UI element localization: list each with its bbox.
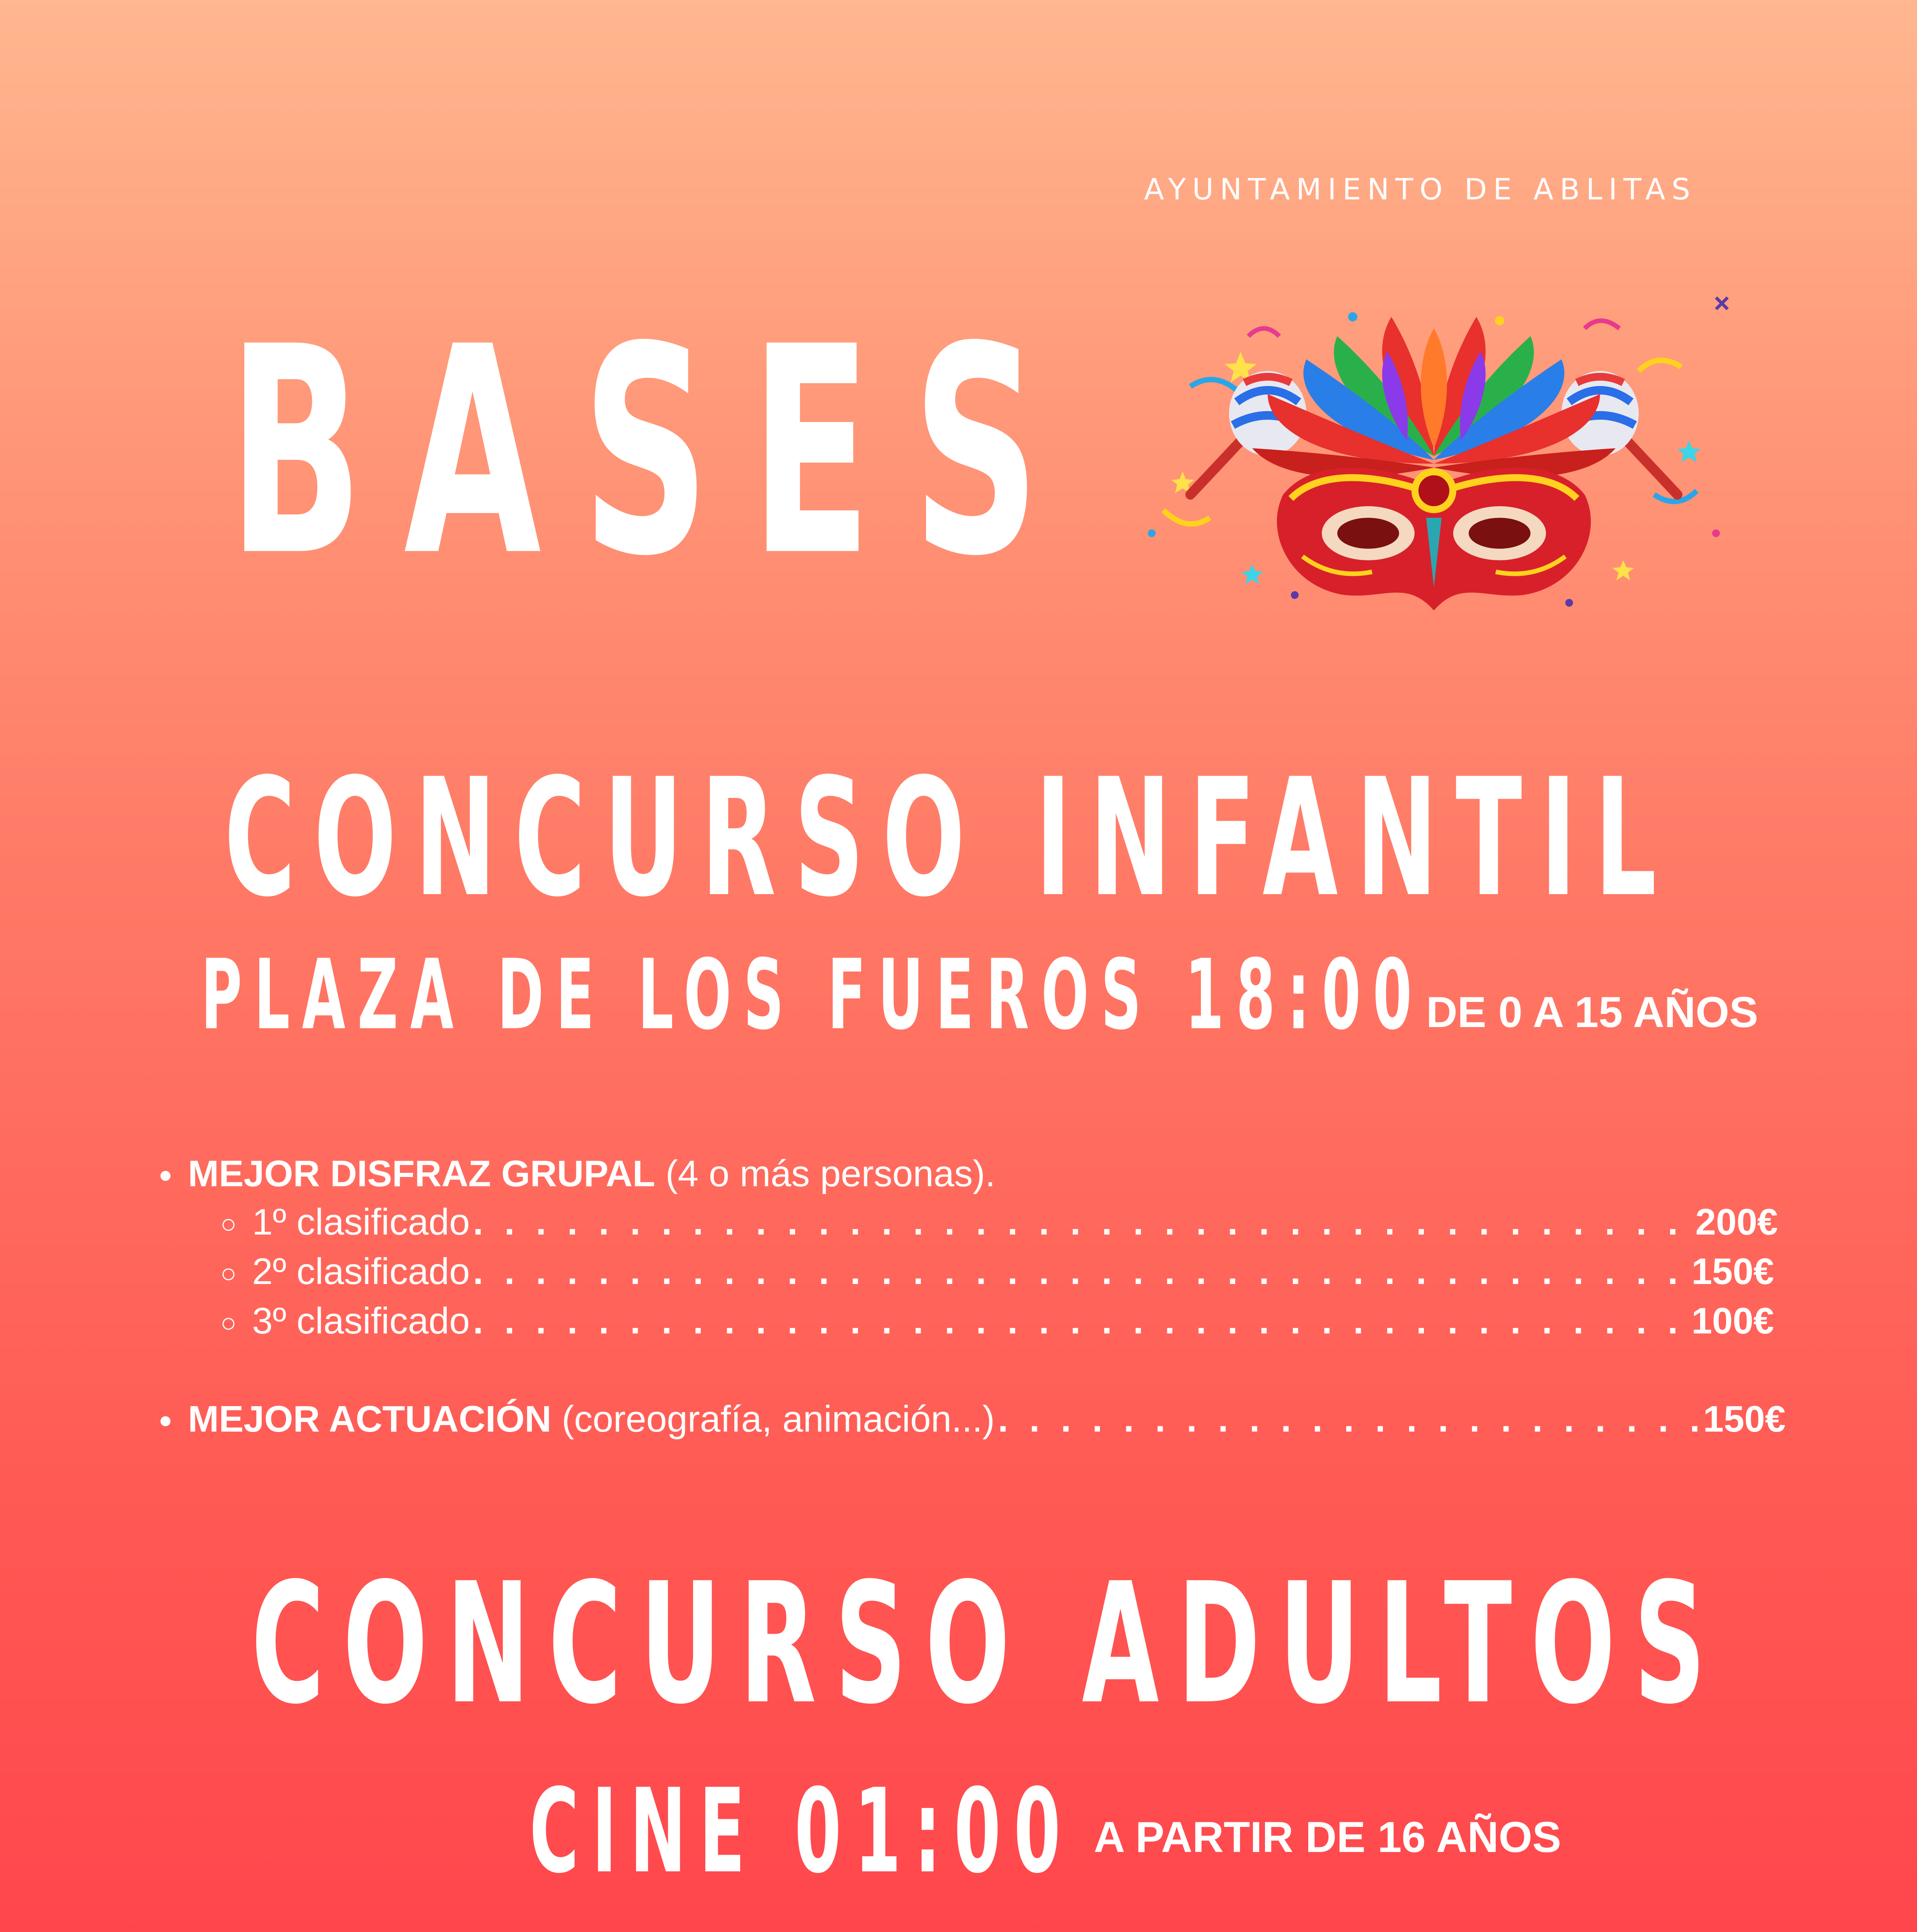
organization-name: AYUNTAMIENTO DE ABLITAS (1144, 172, 1697, 206)
leader-dots (473, 1251, 1689, 1292)
prize-category: MEJOR ACTUACIÓN (188, 1398, 552, 1440)
prize-category: 1º clasificado (252, 1201, 470, 1243)
leader-dots (473, 1301, 1689, 1342)
prize-amount: 150€ (1703, 1398, 1786, 1440)
leader-dots (998, 1399, 1700, 1440)
prize-amount: 100€ (1691, 1300, 1774, 1342)
prize-amount: 150€ (1691, 1251, 1774, 1292)
heading-concurso-infantil: CONCURSO INFANTIL (224, 744, 1675, 933)
list-item (220, 1202, 1778, 1243)
bullet-icon: ● (158, 1407, 173, 1433)
prize-amount: 200€ (1695, 1201, 1778, 1243)
circle-bullet-icon: ○ (220, 1308, 237, 1338)
circle-bullet-icon: ○ (220, 1209, 237, 1239)
carnival-mask-icon (1121, 294, 1747, 641)
circle-bullet-icon: ○ (220, 1258, 237, 1288)
heading-concurso-adultos: CONCURSO ADULTOS (251, 1548, 1725, 1741)
prize-detail: (coreografía, animación...) (562, 1398, 995, 1440)
prize-category: MEJOR DISFRAZ GRUPAL (188, 1153, 655, 1194)
list-item (220, 1301, 1774, 1342)
list-item (220, 1251, 1774, 1292)
list-item (158, 1399, 1786, 1440)
prize-category: 3º clasificado (252, 1300, 470, 1342)
prize-detail: (4 o más personas). (665, 1153, 996, 1194)
adultos-location-time: CINE 01:00 (529, 1764, 1074, 1899)
prize-category: 2º clasificado (252, 1251, 470, 1292)
adultos-age-range: A PARTIR DE 16 AÑOS (1094, 1813, 1561, 1861)
infantil-location-time: PLAZA DE LOS FUEROS 18:00 (201, 939, 1424, 1051)
leader-dots (473, 1202, 1692, 1243)
list-item (158, 1153, 996, 1194)
bullet-icon: ● (158, 1162, 173, 1187)
infantil-age-range: DE 0 A 15 AÑOS (1426, 988, 1758, 1036)
page-title: BASES (228, 286, 1081, 619)
